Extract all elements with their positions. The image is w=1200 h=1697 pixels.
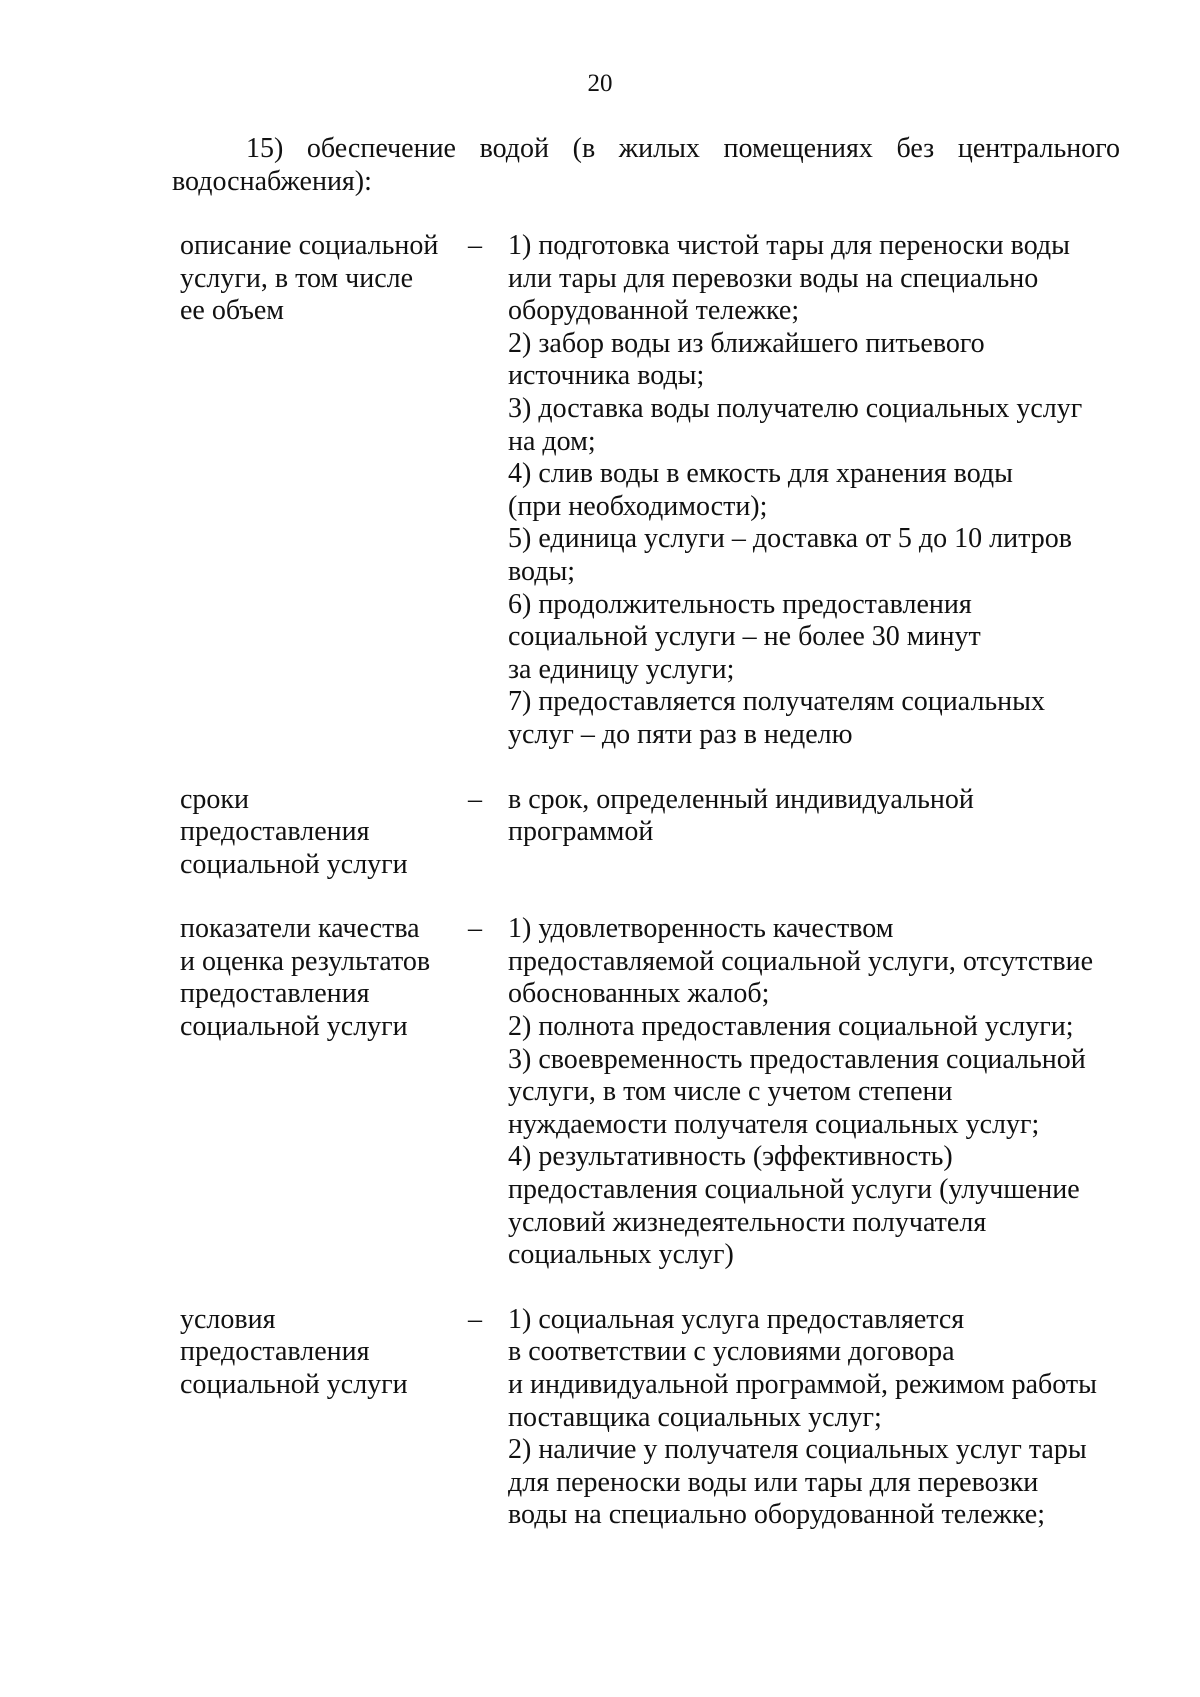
definition-line: поставщика социальных услуг; xyxy=(508,1401,882,1433)
definition-line: обоснованных жалоб; xyxy=(508,978,770,1010)
definition-line: источника воды; xyxy=(508,360,705,392)
definition-line: 1) социальная услуга предоставляется xyxy=(508,1303,965,1335)
entry-term: описание социальной услуги, в том числе ее объем xyxy=(180,230,439,327)
definition-line: 3) доставка воды получателю социальных услуг xyxy=(508,392,1083,424)
section-heading xyxy=(172,132,1120,198)
entry-definition xyxy=(508,784,1120,882)
definition-line: 3) своевременность предоставления социальной xyxy=(508,1043,1086,1075)
entry-definition xyxy=(508,1304,1120,1532)
entry-term: сроки предоставления социальной услуги xyxy=(180,783,408,880)
section-heading-line-2: водоснабжения): xyxy=(172,166,372,197)
page-number: 20 xyxy=(587,70,613,97)
entry-dash: – xyxy=(468,913,482,945)
definition-line: 1) подготовка чистой тары для переноски воды xyxy=(508,230,1070,261)
entry-term: показатели качества и оценка результатов предоставления социальной услуги xyxy=(180,913,431,1043)
entry-quality-indicators xyxy=(180,913,1120,1272)
definition-line: 4) результативность (эффективность) xyxy=(508,1141,953,1173)
entry-definition xyxy=(508,230,1120,752)
entry-description xyxy=(180,230,1120,752)
entry-definition xyxy=(508,913,1120,1272)
entry-terms xyxy=(180,784,1120,882)
definition-line: нуждаемости получателя социальных услуг; xyxy=(508,1108,1040,1140)
definition-line: 6) продолжительность предоставления xyxy=(508,588,972,620)
definition-line: воды на специально оборудованной тележке; xyxy=(508,1499,1046,1531)
definition-line: 2) забор воды из ближайшего питьевого xyxy=(508,327,985,359)
entry-dash: – xyxy=(468,230,482,261)
definition-line: услуги, в том числе с учетом степени xyxy=(508,1076,953,1108)
definition-line: 4) слив воды в емкость для хранения воды xyxy=(508,458,1013,490)
definition-line: социальной услуги – не более 30 минут xyxy=(508,621,981,653)
definition-line: предоставления социальной услуги (улучшение xyxy=(508,1174,1080,1206)
definition-line: 7) предоставляется получателям социальных xyxy=(508,686,1045,718)
definition-line: (при необходимости); xyxy=(508,490,768,522)
definition-line: услуг – до пяти раз в неделю xyxy=(508,718,853,750)
definition-line: оборудованной тележке; xyxy=(508,295,800,327)
definition-line: за единицу услуги; xyxy=(508,653,735,685)
entry-term: условия предоставления социальной услуги xyxy=(180,1303,408,1400)
definition-line: и индивидуальной программой, режимом работы xyxy=(508,1369,1097,1400)
definition-line: в соответствии с условиями договора xyxy=(508,1336,955,1368)
definition-line: программой xyxy=(508,816,654,848)
definition-line: 5) единица услуги – доставка от 5 до 10 литров xyxy=(508,523,1072,555)
definition-line: в срок, определенный индивидуальной xyxy=(508,783,974,815)
definition-line: 2) полнота предоставления социальной услуги; xyxy=(508,1011,1074,1043)
entry-conditions xyxy=(180,1304,1120,1532)
definition-line: воды; xyxy=(508,555,576,587)
definition-line: предоставляемой социальной услуги, отсутствие xyxy=(508,945,1094,977)
definition-line: на дом; xyxy=(508,425,596,457)
definition-line: или тары для перевозки воды на специально xyxy=(508,262,1039,294)
definition-line: 2) наличие у получателя социальных услуг тары xyxy=(508,1434,1087,1466)
definition-line: 1) удовлетворенность качеством xyxy=(508,913,894,945)
service-description-list xyxy=(180,230,1120,1564)
section-heading-line-1: 15) обеспечение водой (в жилых помещениях без центрального xyxy=(246,133,1120,164)
entry-dash: – xyxy=(468,783,482,815)
definition-line: для переноски воды или тары для перевозки xyxy=(508,1466,1039,1498)
definition-line: социальных услуг) xyxy=(508,1239,734,1271)
entry-dash: – xyxy=(468,1303,482,1335)
definition-line: условий жизнедеятельности получателя xyxy=(508,1206,987,1238)
